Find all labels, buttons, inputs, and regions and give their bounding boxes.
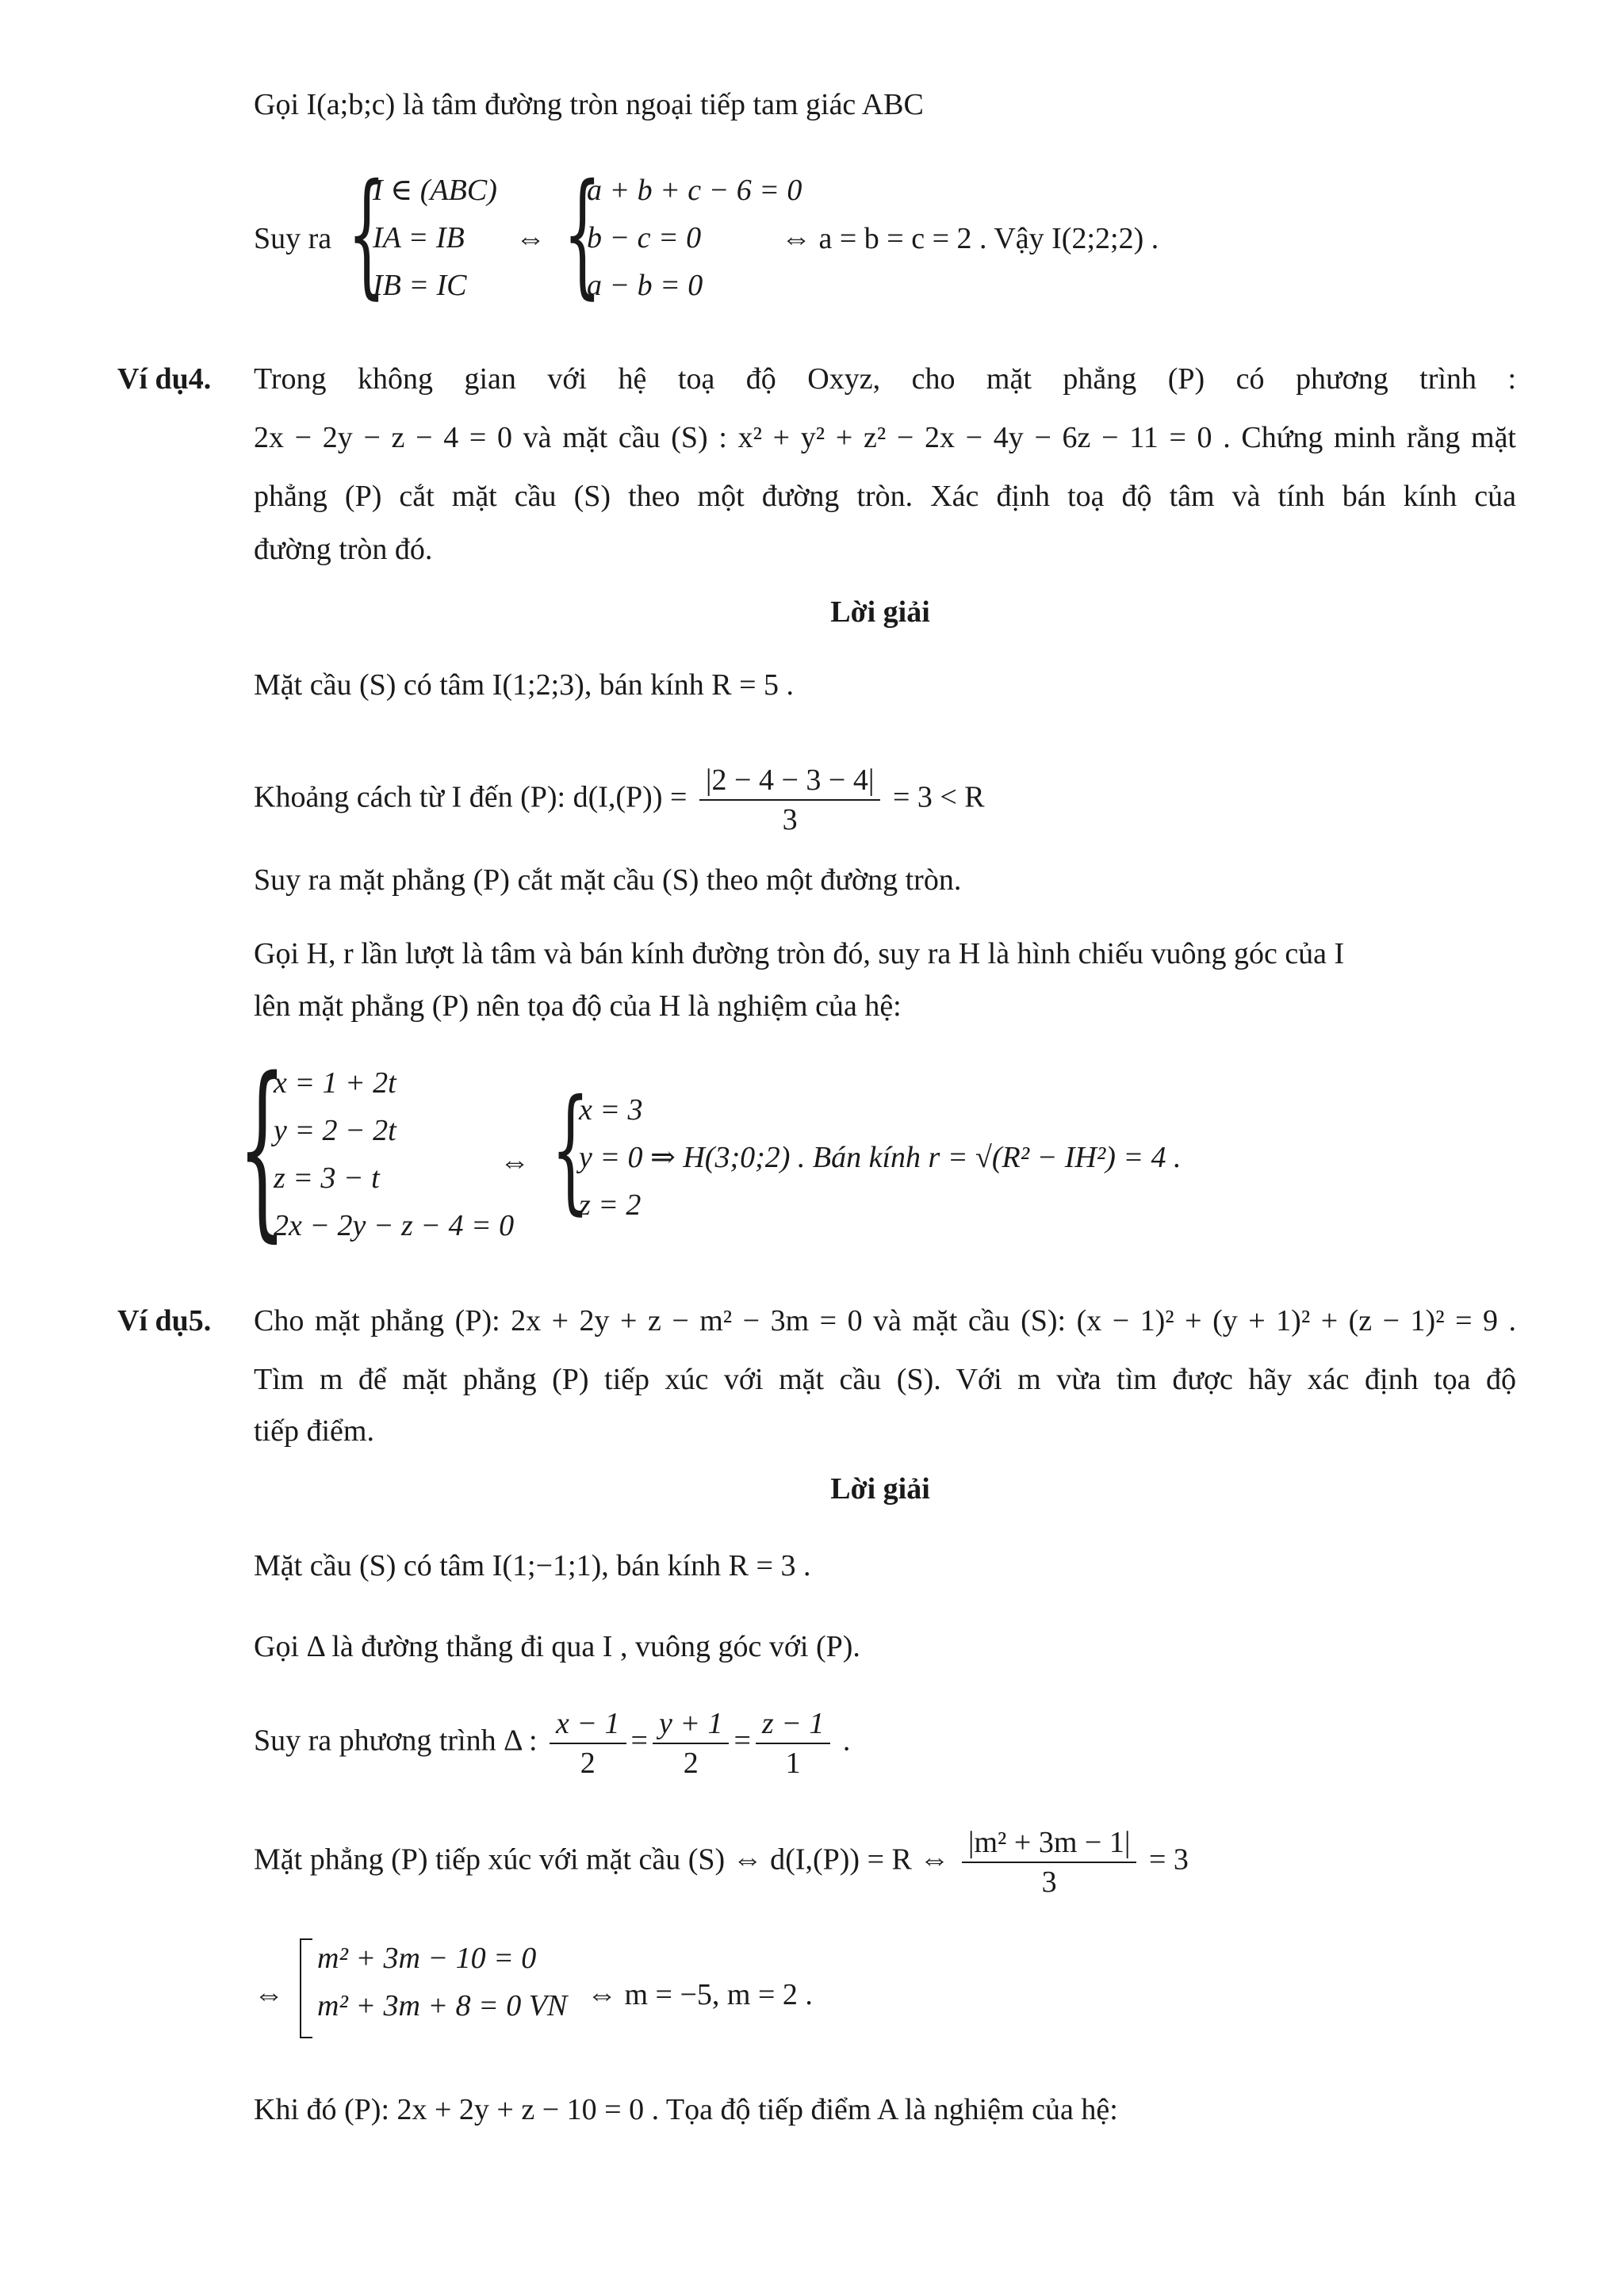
system-line: 2x − 2y − z − 4 = 0 — [274, 1209, 515, 1242]
fraction — [550, 1705, 626, 1782]
system-line: m² + 3m − 10 = 0 — [317, 1942, 537, 1975]
iff-symbol: ⇔ — [515, 222, 546, 255]
result-line: ⇔ a = b = c = 2 . Vậy I(2;2;2) . — [781, 222, 1159, 255]
solution-line: lên mặt phẳng (P) nên tọa độ của H là nghiệm của hệ: — [254, 989, 902, 1023]
system-line: y = 2 − 2t — [274, 1114, 396, 1147]
problem-line: Trong không gian với hệ toạ độ Oxyz, cho mặt phẳng (P) có phương trình : — [254, 362, 1516, 396]
brace-icon: { — [551, 1071, 590, 1228]
system-or — [317, 1934, 567, 2030]
solution-heading: Lời giải — [830, 1472, 930, 1506]
formula-text: = 3 — [1148, 1843, 1189, 1877]
fraction-numerator: z − 1 — [756, 1705, 830, 1744]
example-label: Ví dụ4. — [117, 362, 212, 396]
problem-line: 2x − 2y − z − 4 = 0 và mặt cầu (S) : x² + y² + z² − 2x − 4y − 6z − 11 = 0 . Chứng minh rằng mặt — [254, 421, 1516, 454]
fraction — [962, 1823, 1137, 1901]
fraction — [653, 1705, 730, 1782]
system-line: a − b = 0 — [587, 269, 703, 302]
system-line: b − c = 0 — [587, 221, 702, 254]
problem-line: tiếp điểm. — [254, 1414, 374, 1448]
distance-line — [254, 761, 985, 839]
fraction-numerator: |m² + 3m − 1| — [962, 1823, 1137, 1863]
problem-line: Cho mặt phẳng (P): 2x + 2y + z − m² − 3m = 0 và mặt cầu (S): (x − 1)² + (y + 1)² + (z − 1)² = 9 . — [254, 1304, 1516, 1337]
fraction-numerator: x − 1 — [550, 1705, 626, 1744]
solution-line: Suy ra mặt phẳng (P) cắt mặt cầu (S) theo một đường tròn. — [254, 863, 962, 897]
result-line: ⇔ m = −5, m = 2 . — [587, 1978, 813, 2011]
fraction — [699, 761, 881, 839]
fraction-denominator: 2 — [683, 1747, 699, 1780]
suy-ra-label: Suy ra — [254, 222, 332, 255]
solution-line: Gọi H, r lần lượt là tâm và bán kính đường tròn đó, suy ra H là hình chiếu vuông góc của I — [254, 937, 1345, 970]
line-equation: Suy ra phương trình Δ : $\frac{x - 1}{2}$ = $\frac{y + 1}{2}$ = $\frac{z - 1}{1}$ . — [254, 1705, 850, 1782]
brace-icon: { — [238, 1037, 287, 1259]
problem-line: đường tròn đó. — [254, 533, 433, 566]
fraction-denominator: 2 — [580, 1747, 596, 1780]
solution-line: Mặt cầu (S) có tâm I(1;−1;1), bán kính R = 3 . — [254, 1549, 811, 1582]
formula-text: Khoảng cách từ I đến (P): d(I,(P)) = — [254, 780, 688, 814]
solution-heading: Lời giải — [830, 595, 930, 629]
system-line: a + b + c − 6 = 0 — [587, 174, 802, 207]
iff-symbol: ⇔ — [254, 1978, 284, 2011]
solution-line: Gọi Δ là đường thẳng đi qua I , vuông góc với (P). — [254, 1630, 860, 1663]
system-line: m² + 3m + 8 = 0 VN — [317, 1989, 568, 2022]
system-line: z = 2 — [579, 1188, 642, 1222]
problem-line: phẳng (P) cắt mặt cầu (S) theo một đường tròn. Xác định toạ độ tâm và tính bán kính của — [254, 480, 1516, 513]
problem-line: Tìm m để mặt phẳng (P) tiếp xúc với mặt cầu (S). Với m vừa tìm được hãy xác định tọa độ — [254, 1363, 1516, 1396]
fraction — [756, 1705, 830, 1782]
iff-symbol: ⇔ — [500, 1146, 530, 1179]
formula-text: Mặt phẳng (P) tiếp xúc với mặt cầu (S) ⇔ d(I,(P)) = R ⇔ — [254, 1843, 950, 1877]
system-line: z = 3 − t — [274, 1161, 380, 1195]
system-left — [373, 166, 497, 309]
text-line: Gọi I(a;b;c) là tâm đường tròn ngoại tiếp tam giác ABC — [254, 88, 924, 121]
example-label: Ví dụ5. — [117, 1304, 212, 1337]
bracket-icon — [300, 1938, 312, 2038]
fraction-denominator: 3 — [1041, 1866, 1057, 1899]
fraction-denominator: 1 — [785, 1747, 801, 1780]
system-left — [274, 1059, 514, 1249]
system-line: I ∈ (ABC) — [373, 174, 497, 207]
formula-text: = 3 < R — [892, 780, 985, 814]
system-line: y = 0 ⇒ H(3;0;2) . Bán kính r = √(R² − IH²) = 4 . — [579, 1141, 1182, 1174]
system-line: x = 1 + 2t — [274, 1066, 396, 1100]
formula-text: Suy ra phương trình Δ : — [254, 1724, 538, 1758]
brace-icon: { — [347, 155, 386, 312]
fraction-numerator: |2 − 4 − 3 − 4| — [699, 761, 881, 801]
tangency-line — [254, 1823, 1189, 1901]
system-line: x = 3 — [579, 1093, 643, 1127]
system-right — [579, 1086, 1182, 1229]
system-right — [587, 166, 802, 309]
fraction-numerator: y + 1 — [653, 1705, 730, 1744]
system-line: IA = IB — [373, 221, 465, 254]
fraction-denominator: 3 — [782, 803, 798, 836]
brace-icon: { — [563, 155, 602, 312]
solution-line: Khi đó (P): 2x + 2y + z − 10 = 0 . Tọa độ tiếp điểm A là nghiệm của hệ: — [254, 2093, 1118, 2126]
solution-line: Mặt cầu (S) có tâm I(1;2;3), bán kính R = 5 . — [254, 668, 795, 702]
system-line: IB = IC — [373, 269, 467, 302]
